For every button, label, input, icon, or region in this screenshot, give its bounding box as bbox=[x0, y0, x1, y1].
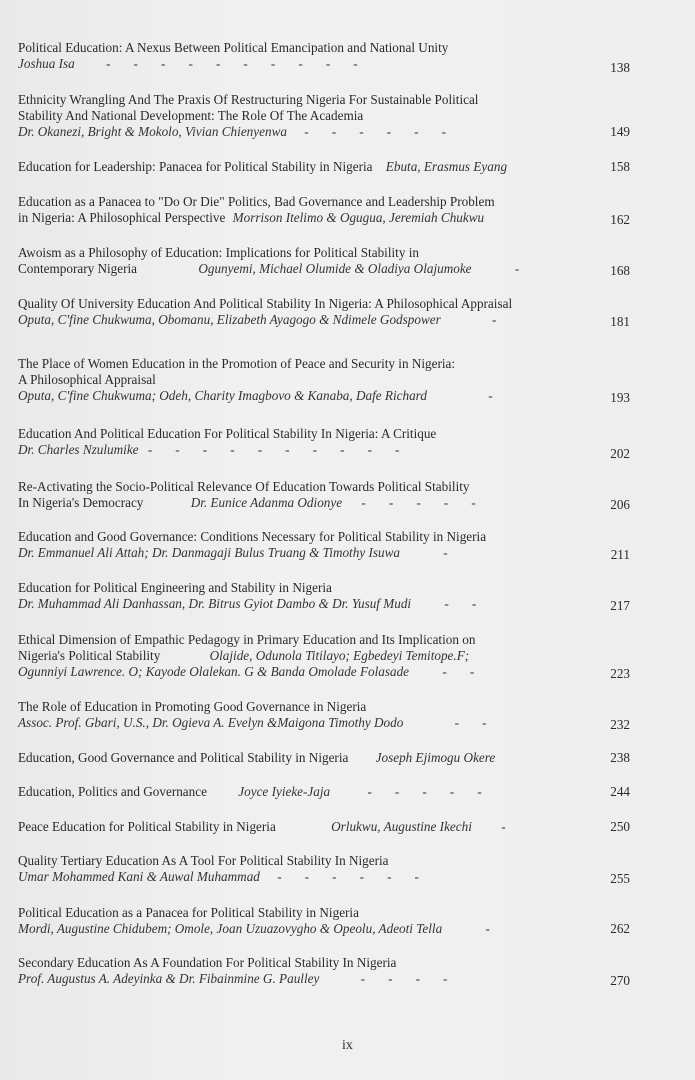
entry-author: Joseph Ejimogu Okere bbox=[375, 750, 496, 765]
entry-page-number: 138 bbox=[610, 60, 630, 75]
entry-title-continued: Contemporary Nigeria bbox=[18, 261, 138, 276]
toc-entry bbox=[18, 819, 630, 835]
toc-entry bbox=[18, 632, 630, 680]
leader-dashes: - - - - - - - - - - bbox=[147, 442, 400, 457]
entry-title: Peace Education for Political Stability in Nigeria bbox=[18, 819, 276, 834]
entry-page-number: 168 bbox=[610, 263, 630, 278]
toc-entry bbox=[18, 92, 630, 140]
toc-entry bbox=[18, 750, 630, 766]
entry-page-number: 162 bbox=[610, 212, 630, 227]
entry-title-continued: Stability And National Development: The Role Of The Academia bbox=[18, 108, 364, 123]
entry-page-number: 255 bbox=[610, 871, 630, 886]
entry-title-continued: In Nigeria's Democracy bbox=[18, 495, 144, 510]
toc-entry bbox=[18, 296, 630, 328]
toc-entry bbox=[18, 245, 630, 277]
entry-page-number: 217 bbox=[610, 598, 630, 613]
page-number-roman: ix bbox=[342, 1038, 353, 1053]
leader-dashes: - bbox=[514, 261, 520, 276]
entry-title: Education, Good Governance and Political Stability in Nigeria bbox=[18, 750, 349, 765]
entry-page-number: 193 bbox=[610, 390, 630, 405]
entry-author: Assoc. Prof. Gbari, U.S., Dr. Ogieva A. Evelyn &Maigona Timothy Dodo bbox=[18, 715, 404, 730]
toc-entry bbox=[18, 194, 630, 226]
leader-dashes: - - - - - - bbox=[304, 124, 447, 139]
entry-page-number: 270 bbox=[610, 973, 630, 988]
leader-dashes: - - - - - bbox=[361, 495, 476, 510]
entry-title: Political Education: A Nexus Between Political Emancipation and National Unity bbox=[18, 40, 449, 55]
toc-entry bbox=[18, 479, 630, 511]
entry-author: Dr. Emmanuel Ali Attah; Dr. Danmagaji Bulus Truang & Timothy Isuwa bbox=[18, 545, 400, 560]
entry-author: Orlukwu, Augustine Ikechi bbox=[331, 819, 472, 834]
entry-author: Oputa, C'fine Chukwuma; Odeh, Charity Imagbovo & Kanaba, Dafe Richard bbox=[18, 388, 427, 403]
entry-title: Quality Tertiary Education As A Tool For Political Stability In Nigeria bbox=[18, 853, 389, 868]
entry-title: Secondary Education As A Foundation For Political Stability In Nigeria bbox=[18, 955, 397, 970]
entry-title: Ethnicity Wrangling And The Praxis Of Restructuring Nigeria For Sustainable Political bbox=[18, 92, 479, 107]
toc-entry bbox=[18, 905, 630, 937]
entry-author: Dr. Charles Nzulumike bbox=[18, 442, 139, 457]
entry-author: Dr. Muhammad Ali Danhassan, Dr. Bitrus Gyiot Dambo & Dr. Yusuf Mudi bbox=[18, 596, 412, 611]
entry-author: Joshua Isa bbox=[18, 56, 75, 71]
entry-title: Re-Activating the Socio-Political Relevance Of Education Towards Political Stability bbox=[18, 479, 470, 494]
entry-page-number: 181 bbox=[610, 314, 630, 329]
entry-title: Education, Politics and Governance bbox=[18, 784, 207, 799]
entry-title: Quality Of University Education And Political Stability In Nigeria: A Philosophical Appraisal bbox=[18, 296, 513, 311]
entry-page-number: 206 bbox=[610, 497, 630, 512]
toc-entry bbox=[18, 356, 630, 404]
toc-entry bbox=[18, 580, 630, 612]
entry-title: Ethical Dimension of Empathic Pedagogy in Primary Education and Its Implication on bbox=[18, 632, 476, 647]
entry-author: Mordi, Augustine Chidubem; Omole, Joan Uzuazovygho & Opeolu, Adeoti Tella bbox=[18, 921, 443, 936]
leader-dashes: - bbox=[492, 312, 497, 327]
entry-title: Education for Political Engineering and Stability in Nigeria bbox=[18, 580, 332, 595]
toc-entry bbox=[18, 853, 630, 885]
entry-title: Education for Leadership: Panacea for Political Stability in Nigeria bbox=[18, 159, 373, 174]
entry-author: Oputa, C'fine Chukwuma, Obomanu, Elizabeth Ayagogo & Ndimele Godspower bbox=[18, 312, 441, 327]
entry-author: Morrison Itelimo & Ogugua, Jeremiah Chukwu bbox=[232, 210, 485, 225]
entry-title: The Role of Education in Promoting Good Governance in Nigeria bbox=[18, 699, 367, 714]
toc-entry bbox=[18, 784, 630, 800]
entry-page-number: 158 bbox=[610, 159, 630, 174]
leader-dashes: - - bbox=[442, 664, 475, 679]
toc-entry bbox=[18, 159, 630, 175]
leader-dashes: - bbox=[485, 921, 490, 936]
entry-page-number: 244 bbox=[610, 784, 630, 799]
entry-author: Ebuta, Erasmus Eyang bbox=[385, 159, 508, 174]
entry-author: Dr. Okanezi, Bright & Mokolo, Vivian Chienyenwa bbox=[18, 124, 287, 139]
entry-title: Education as a Panacea to "Do Or Die" Politics, Bad Governance and Leadership Problem bbox=[18, 194, 495, 209]
entry-title-continued: in Nigeria: A Philosophical Perspective bbox=[18, 210, 226, 225]
entry-title: Awoism as a Philosophy of Education: Implications for Political Stability in bbox=[18, 245, 419, 260]
toc-entry bbox=[18, 699, 630, 731]
toc-entry bbox=[18, 40, 630, 75]
leader-dashes: - - bbox=[444, 596, 477, 611]
entry-author: Dr. Eunice Adanma Odionye bbox=[190, 495, 343, 510]
entry-title: Education and Good Governance: Conditions Necessary for Political Stability in Nigeria bbox=[18, 529, 487, 544]
entry-page-number: 250 bbox=[610, 819, 630, 834]
entry-author: Prof. Augustus A. Adeyinka & Dr. Fibainmine G. Paulley bbox=[18, 971, 320, 986]
entry-title: Education And Political Education For Political Stability In Nigeria: A Critique bbox=[18, 426, 437, 441]
entry-page-number: 149 bbox=[610, 124, 630, 139]
entry-author: Umar Mohammed Kani & Auwal Muhammad bbox=[18, 869, 260, 884]
leader-dashes: - bbox=[443, 545, 448, 560]
entry-page-number: 238 bbox=[610, 750, 630, 765]
toc-entry bbox=[18, 955, 630, 987]
entry-page-number: 223 bbox=[610, 666, 630, 681]
leader-dashes: - - bbox=[454, 715, 487, 730]
toc-entry bbox=[18, 426, 630, 461]
entry-page-number: 262 bbox=[610, 921, 630, 936]
leader-dashes: - - - - - bbox=[367, 784, 482, 799]
leader-dashes: - bbox=[488, 388, 493, 403]
entry-page-number: 202 bbox=[610, 446, 630, 461]
entry-page-number: 211 bbox=[610, 547, 630, 562]
leader-dashes: - - - - - - bbox=[277, 869, 419, 884]
entry-author-continued: Ogunniyi Lawrence. O; Kayode Olalekan. G & Banda Omolade Folasade bbox=[18, 664, 410, 679]
leader-dashes: - bbox=[501, 819, 506, 834]
entry-author: Joyce Iyieke-Jaja bbox=[238, 784, 331, 799]
leader-dashes: - - - - bbox=[360, 971, 448, 986]
entry-author: Olajide, Odunola Titilayo; Egbedeyi Temitope.F; bbox=[209, 648, 470, 663]
entry-title-continued: Nigeria's Political Stability bbox=[18, 648, 161, 663]
entry-title-continued: A Philosophical Appraisal bbox=[18, 372, 156, 387]
entry-title: Political Education as a Panacea for Political Stability in Nigeria bbox=[18, 905, 359, 920]
leader-dashes: - - - - - - - - - - bbox=[106, 56, 358, 71]
toc-entry bbox=[18, 529, 630, 561]
entry-author: Ogunyemi, Michael Olumide & Oladiya Olajumoke bbox=[198, 261, 472, 276]
entry-page-number: 232 bbox=[610, 717, 630, 732]
entry-title: The Place of Women Education in the Promotion of Peace and Security in Nigeria: bbox=[18, 356, 456, 371]
